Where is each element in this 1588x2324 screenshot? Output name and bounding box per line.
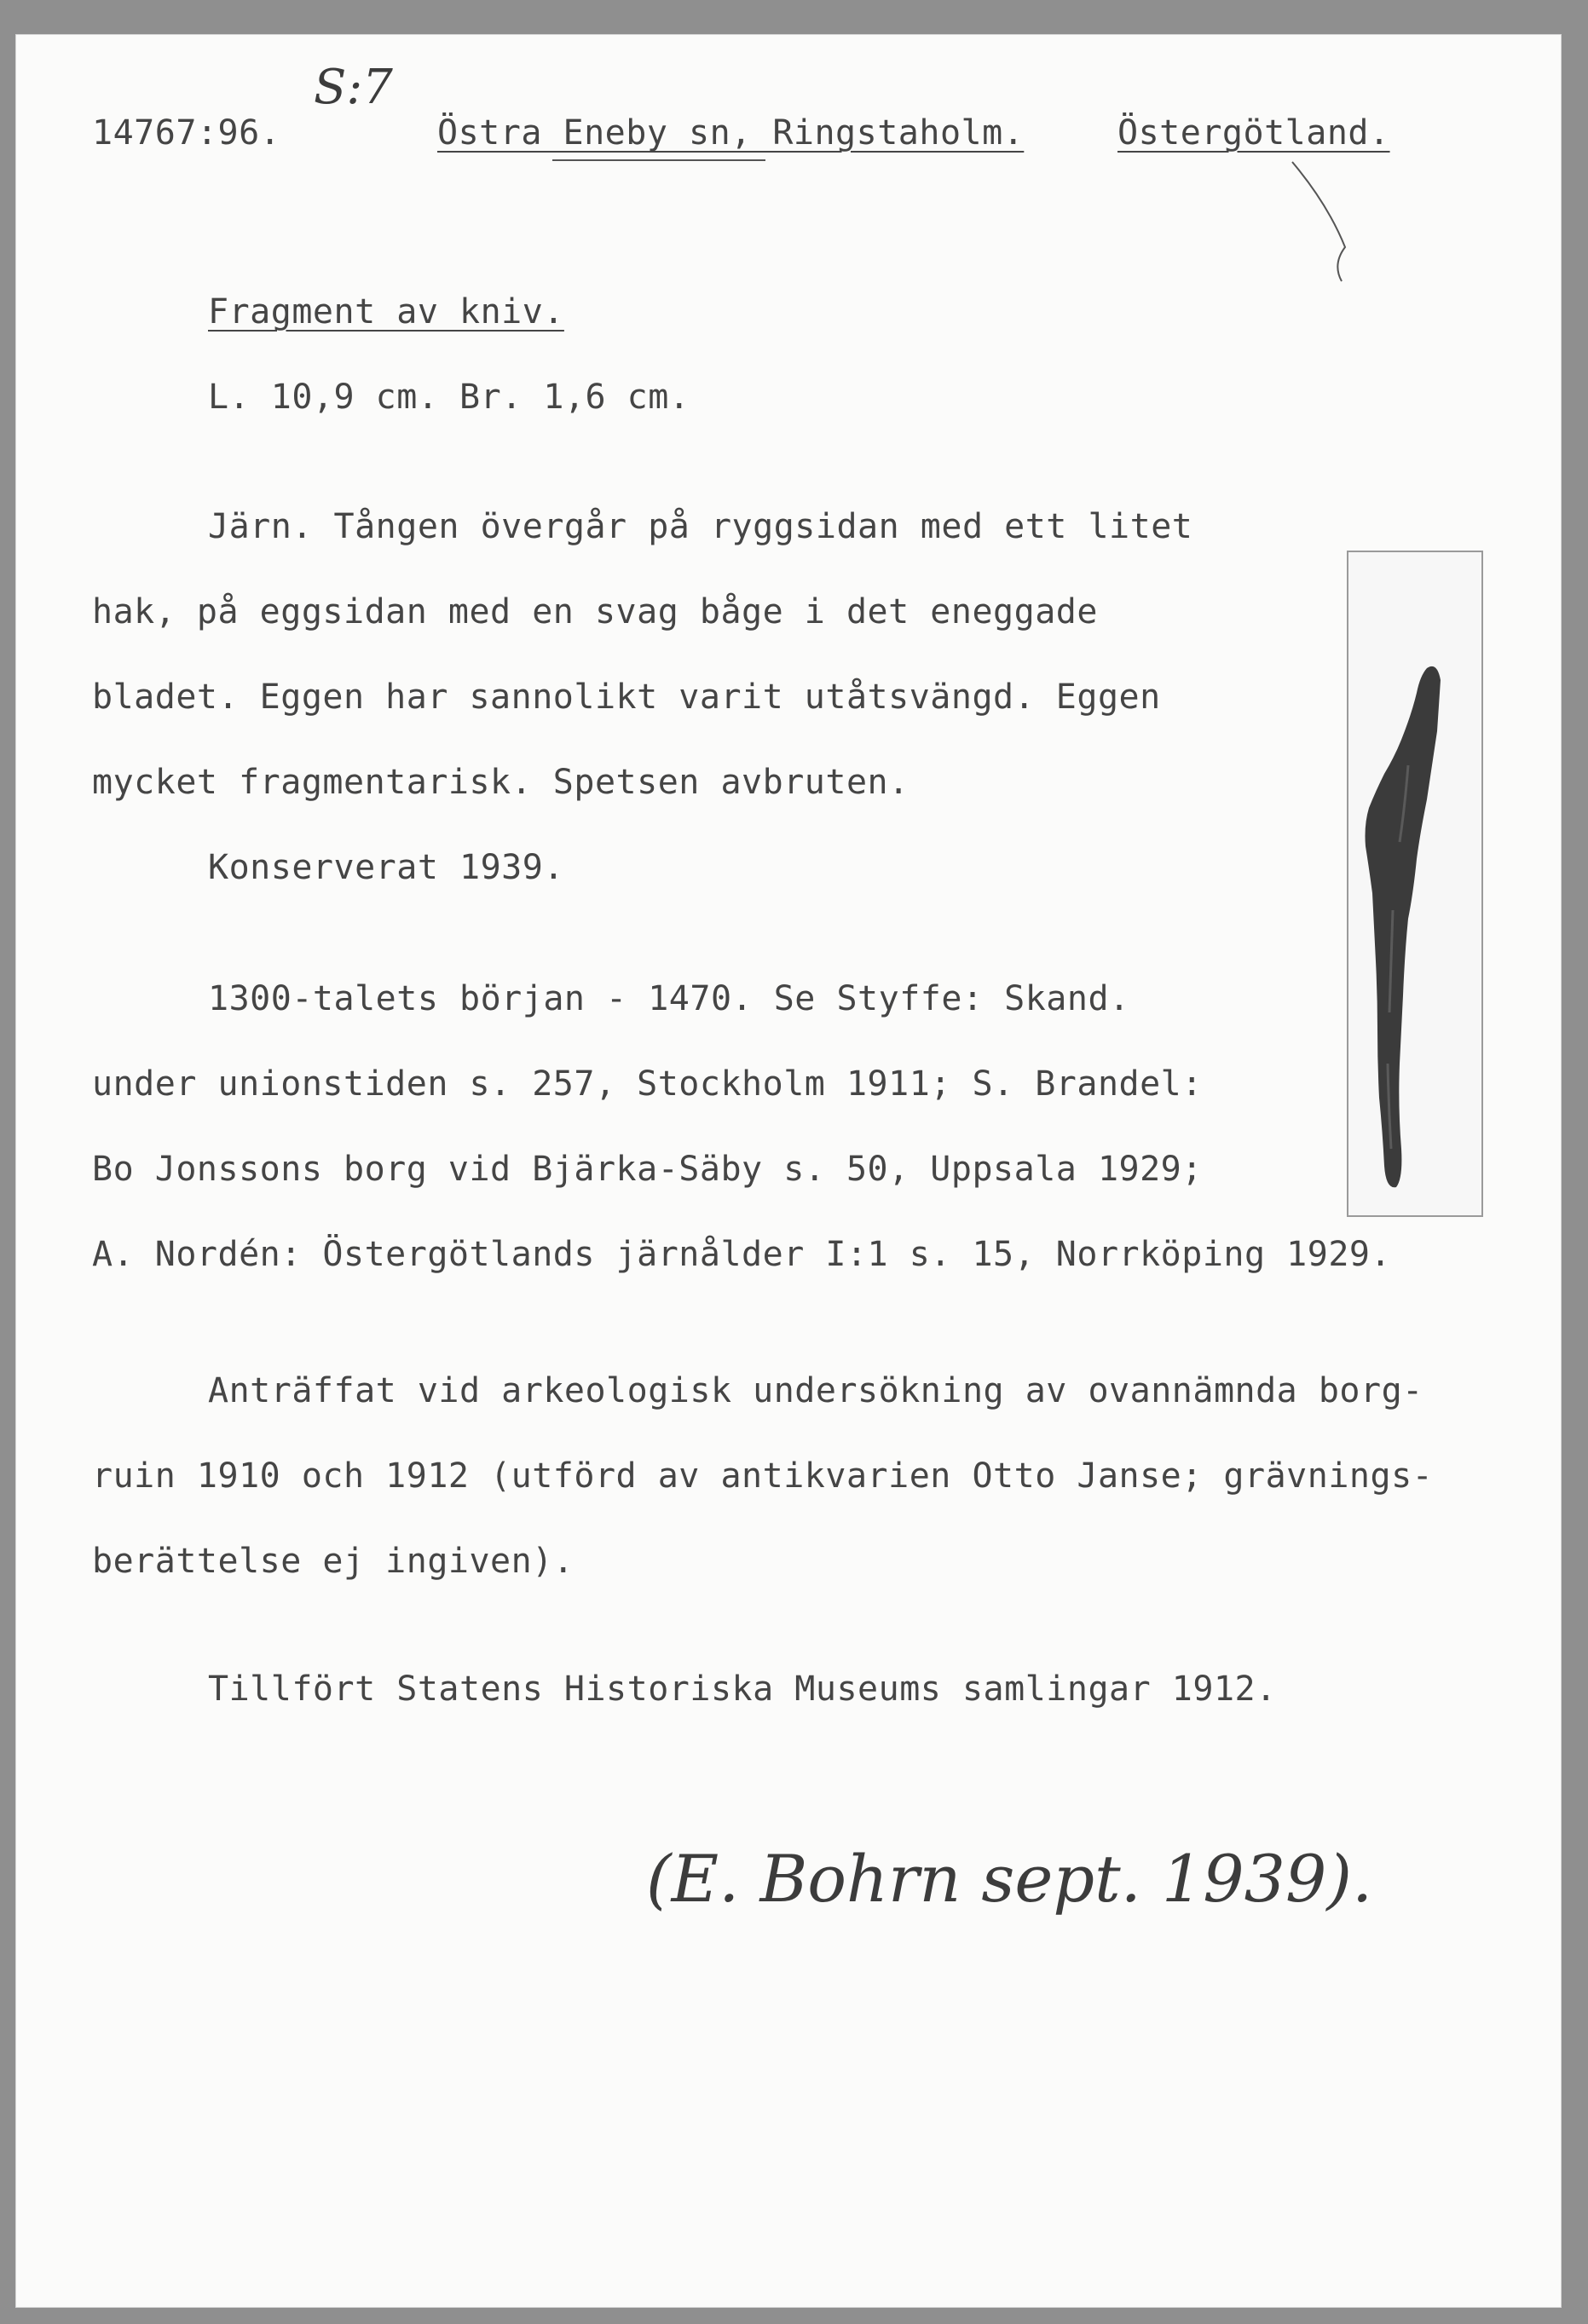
location-text: Östra Eneby sn, Ringstaholm.	[437, 113, 1025, 153]
dating-line-4: A. Nordén: Östergötlands järnålder I:1 s. 15, Norrköping 1929.	[92, 1235, 1392, 1274]
knife-fragment-image	[1348, 552, 1481, 1215]
catalog-number: 14767:96.	[92, 113, 281, 153]
find-line-2: ruin 1910 och 1912 (utförd av antikvarien Otto Janse; grävnings-	[92, 1456, 1434, 1496]
description-line-4: mycket fragmentarisk. Spetsen avbruten.	[92, 763, 909, 802]
catalog-card	[15, 34, 1562, 2308]
acquisition-note: Tillfört Statens Historiska Museums samlingar 1912.	[208, 1669, 1277, 1709]
signature: (E. Bohrn sept. 1939).	[646, 1841, 1373, 1917]
object-title: Fragment av kniv.	[208, 292, 564, 332]
dating-line-1: 1300-talets början - 1470. Se Styffe: Skand.	[208, 979, 1130, 1018]
description-line-2: hak, på eggsidan med en svag båge i det eneggade	[92, 592, 1098, 631]
conservation-note: Konserverat 1939.	[208, 848, 564, 887]
object-photo	[1347, 551, 1483, 1217]
province-text: Östergötland.	[1117, 113, 1390, 153]
description-line-3: bladet. Eggen har sannolikt varit utåtsvängd. Eggen	[92, 678, 1161, 717]
object-dimensions: L. 10,9 cm. Br. 1,6 cm.	[208, 378, 690, 417]
description-line-1: Järn. Tången övergår på ryggsidan med ett litet	[208, 507, 1193, 546]
dating-line-3: Bo Jonssons borg vid Bjärka-Säby s. 50, Uppsala 1929;	[92, 1150, 1203, 1189]
find-line-1: Anträffat vid arkeologisk undersökning av ovannämnda borg-	[208, 1371, 1423, 1410]
dating-line-2: under unionstiden s. 257, Stockholm 1911; S. Brandel:	[92, 1064, 1203, 1104]
sub-number: S:7	[314, 60, 393, 115]
find-line-3: berättelse ej ingiven).	[92, 1542, 575, 1581]
